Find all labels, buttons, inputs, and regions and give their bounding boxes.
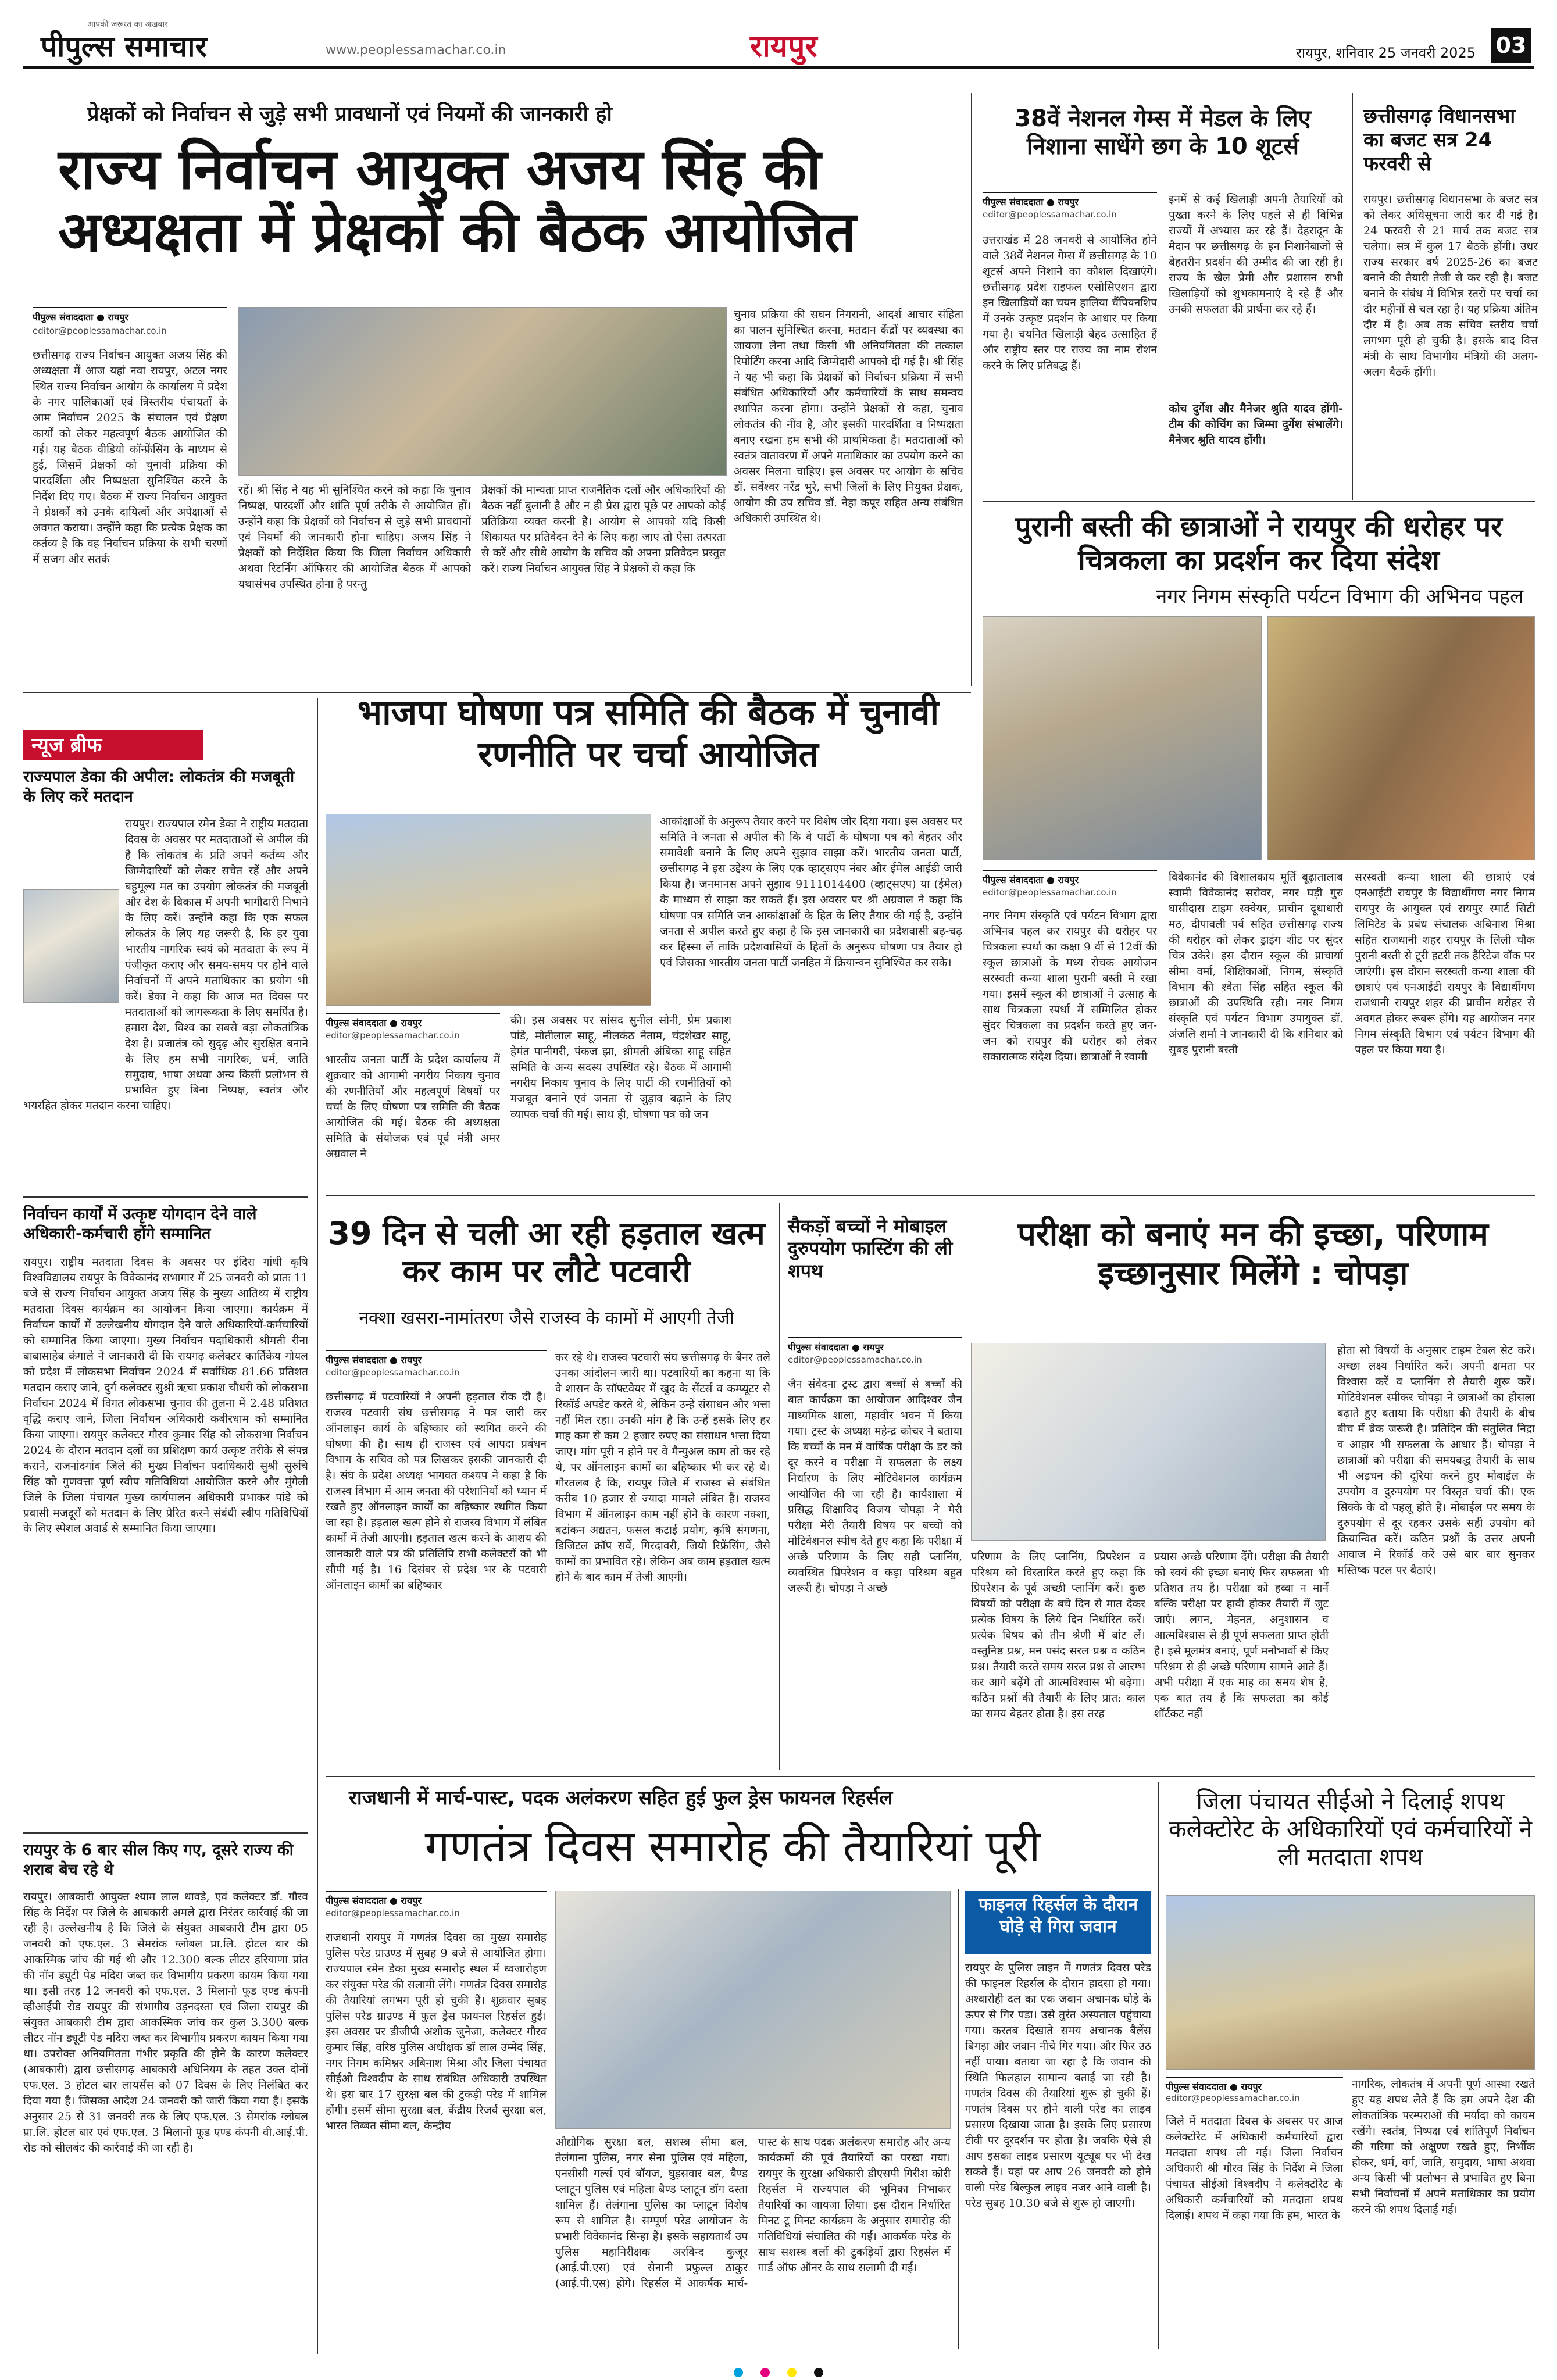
tagline: आपकी जरूरत का अखबार <box>87 20 168 29</box>
section-rule <box>23 1832 308 1834</box>
section-rule <box>326 1195 1535 1196</box>
news-brief-label: न्यूज ब्रीफ <box>23 730 203 760</box>
brief-item2-body: रायपुर। राष्ट्रीय मतदाता दिवस के अवसर पर इंदिरा गांधी कृषि विश्वविद्यालय रायपुर के विवेकानंद सभागार में 25 जनवरी को प्रातः 11 बजे से राज्य निर्वाचन आयुक्त अजय सिंह के मुख्य आतिथ्य में राष्ट्रीय मतदाता दिवस कार्यक्रम का आयोजन किया जाएगा। कार्यक्रम में निर्वाचन कार्यों में उल्लेखनीय योगदान देने वाले अधिकारियों-कर्मचारियों को सम्मानित किया जाएगा। मुख्य निर्वाचन पदाधिकारी श्रीमती रीना बाबासाहेब कंगाले ने जानकारी दी कि रायगढ़ कलेक्टर कार्तिकेय गोयल को प्रदेश में लोकसभा निर्वाचन 2024 में सर्वाधिक 81.66 प्रतिशत मतदान कराए जाने, दुर्ग कलेक्टर सुश्री ऋचा प्रकाश चौधरी को लोकसभा निर्वाचन 2024 में विगत लोकसभा चुनाव की तुलना में 2.48 प्रतिशत वृद्धि कराए जाने, जिला निर्वाचन अधिकारी कबीरधाम को सम्मानित किया जाएगा। रायपुर कलेक्टर गौरव कुमार सिंह को लोकसभा निर्वाचन 2024 के दौरान मतदान दलों का प्रशिक्षण कार्य उत्कृष्ट तरीके से संपन्न कराने, राजनांदगांव जिले की मुख्य निर्वाचन पदाधिकारी सुश्री सुरुचि सिंह को गुणवत्ता पूर्ण स्वीप गतिविधियां आयोजित करने और मुंगेली जिले के जिला पंचायत मुख्य कार्यपालन अधिकारी प्रभाकर पांडे को प्रवासी मजदूरों को मतदान के लिए प्रेरित करने संबंधी स्वीप गतिविधियों के लिए स्पेशल अवार्ड से सम्मानित किया जाएगा। <box>23 1256 308 1535</box>
column-rule <box>317 698 318 2354</box>
panchayat-col1: जिले में मतदाता दिवस के अवसर पर आज कलेक्टोरेट में अधिकारी कर्मचारियों द्वारा मतदाता शपथ ली गई। जिला निर्वाचन अधिकारी श्री गौरव सिंह के निर्देश में जिला पंचायत सीईओ विश्वदीप ने कलेक्टोरेट के अधिकारी कर्मचारियों को मतदाता शपथ दिलाई। शपथ में कहा गया कि हम, भारत के <box>1166 2115 1343 2222</box>
panchayat-headline: जिला पंचायत सीईओ ने दिलाई शपथ कलेक्टोरेट के अधिकारियों एवं कर्मचारियों ने ली मतदाता शपथ <box>1168 1788 1533 1871</box>
basti-col2: विवेकानंद की विशालकाय मूर्ति बूढ़ातालाब स्वामी विवेकानंद सरोवर, नगर घड़ी गुरु घासीदास टाइम स्क्वेयर, प्राचीन दूधाधारी मठ, दीपावली पर्व सहित छत्तीसगढ़ राज्य की धरोहर को लेकर ड्राइंग शीट पर सुंदर चित्र उकेरे। इस दौरान स्कूल की प्राचार्या सीमा वर्मा, शिक्षिकाओं, निगम, संस्कृति विभाग की श्वेता सिंह सहित स्कूल की छात्राओं की उपस्थिति रही। नगर निगम संस्कृति एवं पर्यटन विभाग उपायुक्त डॉ. अंजलि शर्मा ने जानकारी दी कि शनिवार को सुबह पुरानी बस्ती <box>1169 871 1343 1056</box>
exam-photo <box>971 1343 1326 1541</box>
lead-kicker: प्रेक्षकों को निर्वाचन से जुड़े सभी प्रावधानों एवं नियमों की जानकारी हो <box>87 102 612 126</box>
city-edition: रायपुर <box>750 29 817 64</box>
horse-headline: फाइनल रिहर्सल के दौरान घोड़े से गिरा जवान <box>965 1891 1151 1954</box>
lead-col2: रहें। श्री सिंह ने यह भी सुनिश्चित करने को कहा कि चुनाव निष्पक्ष, पारदर्शी और शांति पूर्ण तरीके से आयोजित हों। उन्होंने कहा कि प्रेक्षकों को निर्वाचन से जुड़े सभी प्रावधानों एवं नियमों की जानकारी होना चाहिए। अजय सिंह ने प्रेक्षकों को निर्देशित किया कि जिला निर्वाचन अधिकारी अथवा रिटर्निंग ऑफिसर की आयोजित बैठक में आपको यथासंभव उपस्थित होना है परन्तु <box>238 484 471 591</box>
basti-photo-2 <box>1267 616 1535 860</box>
lead-byline: पीपुल्स संवाददाता ● रायपुर <box>33 307 227 323</box>
panchayat-email: editor@peoplessamachar.co.in <box>1166 2093 1300 2103</box>
republic-col1: राजधानी रायपुर में गणतंत्र दिवस का मुख्य समारोह पुलिस परेड ग्राउण्ड में सुबह 9 बजे से आयोजित होगा। राज्यपाल रमेन डेका मुख्य समारोह स्थल में ध्वजारोहण कर संयुक्त परेड की सलामी लेंगे। गणतंत्र दिवस समारोह की तैयारियां लगभग पूरी हो चुकी हैं। शुक्रवार सुबह पुलिस परेड ग्राउण्ड में फुल ड्रेस फायनल रिहर्सल हुई। इस अवसर पर डीजीपी अशोक जुनेजा, कलेक्टर गौरव कुमार सिंह, वरिष्ठ पुलिस अधीक्षक डॉ लाल उम्मेद सिंह, नगर निगम कमिश्नर अबिनाश मिश्रा और जिला पंचायत सीईओ विश्वदीप के साथ संबंधित अधिकारी उपस्थित थे। इस बार 17 सुरक्षा बल की टुकड़ी परेड में शामिल होंगी। इसमें सीमा सुरक्षा बल, केंद्रीय रिजर्व सुरक्षा बल, भारत तिब्बत सीमा बल, केन्द्रीय <box>326 1931 547 2132</box>
column-rule <box>1158 1782 1159 2349</box>
games-email: editor@peoplessamachar.co.in <box>983 209 1117 220</box>
basti-subhead: नगर निगम संस्कृति पर्यटन विभाग की अभिनव पहल <box>1156 585 1523 608</box>
patwari-col1: छत्तीसगढ़ में पटवारियों ने अपनी हड़ताल रोक दी है। राजस्व पटवारी संघ छत्तीसगढ़ ने पत्र जारी कर ऑनलाइन कार्य के बहिष्कार को स्थगित करने की घोषणा की है। साथ ही राजस्व एवं आपदा प्रबंधन विभाग के सचिव को पत्र लिखकर इसकी जानकारी दी है। संघ के प्रदेश अध्यक्ष भागवत कश्यप ने कहा है कि राजस्व विभाग में आम जनता की परेशानियों को ध्यान में रखते हुए ऑनलाइन कार्यों का बहिष्कार स्थगित किया जा रहा है। हड़ताल खत्म होने से राजस्व विभाग में लंबित कामों में तेजी आएगी। हड़ताल खत्म करने के आशय की जानकारी वाले पत्र की प्रतिलिपि सभी कलेक्टरों को भी सौंपी गई है। 16 दिसंबर से प्रदेश भर के पटवारी ऑनलाइन कामों का बहिष्कार <box>326 1391 547 1592</box>
basti-byline: पीपुल्स संवाददाता ● रायपुर <box>983 870 1157 886</box>
brief-item1-text: रायपुर। राज्यपाल रमेन डेका ने राष्ट्रीय मतदाता दिवस के अवसर पर मतदाताओं से अपील की है कि लोकतंत्र के प्रति अपने कर्तव्य और जिम्मेदारियों को लेकर सचेत रहें और अपने बहुमूल्य मत का उपयोग लोकतंत्र की मजबूती और देश के विकास में अपनी भागीदारी निभाने के लिए करें। उन्होंने कहा कि एक सफल लोकतंत्र के लिए यह जरूरी है, कि हर युवा भारतीय नागरिक स्वयं को मतदाता के रूप में पंजीकृत कराए और समय-समय पर होने वाले निर्वाचनों में अपने मताधिकार का प्रयोग भी करें। डेका ने कहा कि आज मत दिवस पर मतदाताओं को जागरूकता के लिए समर्पित है। हमारा देश, विश्व का सबसे बड़ा लोकतांत्रिक देश है। प्रजातंत्र को सुदृढ़ और सुरक्षित बनाने के लिए हम सभी नागरिक, धर्म, जाति समुदाय, भाषा अथवा अन्य किसी प्रलोभन से प्रभावित हुए बिना निष्पक्ष, स्वतंत्र और भयरहित होकर मतदान करना चाहिए। <box>23 817 308 1113</box>
republic-byline: पीपुल्स संवाददाता ● रायपुर <box>326 1891 547 1907</box>
brief-item3-body: रायपुर। आबकारी आयुक्त श्याम लाल धावड़े, एवं कलेक्टर डॉ. गौरव सिंह के निर्देश पर जिले के आबकारी अमले द्वारा निरंतर कार्रवाई की जा रही है। उल्लेखनीय है कि जिले के संयुक्त आबकारी टीम द्वारा 05 जनवरी को एफ.एल. 3 सेमरांक ग्लोबल प्रा.लि. होटल बार की आकस्मिक जांच की गई थी और 12.300 बल्क लीटर हरियाणा प्रांत की नॉन ड्यूटी पेड मदिरा जब्त कर विभागीय प्रकरण कायम किया गया था। इसी तरह 12 जनवरी को एफ.एल. 3 मिलानो फूड एण्ड कंपनी व्हीआईपी रोड रायपुर की संभागीय उड़नदस्ता एवं जिला रायपुर की संयुक्त आबकारी टीम द्वारा आकस्मिक जांच कर कुल 3.300 बल्क लीटर नॉन ड्यूटी पेड मदिरा जब्त कर विभागीय प्रकरण कायम किया गया था। उपरोक्त अनियमितता गंभीर प्रकृति की होने के कारण कलेक्टर (आबकारी) द्वारा छत्तीसगढ़ आबकारी अधिनियम के तहत उक्त दोनों एफ.एल. 3 होटल बार लायसेंस को 07 दिवस के लिए निलंबित कर दिया गया है। जिसका आदेश 24 जनवरी को जारी किया गया है। इसके अनुसार 25 से 31 जनवरी तक के लिए एफ.एल. 3 सेमरांक ग्लोबल प्रा.लि. होटल बार एवं एफ.एल. 3 मिलानो फूड एण्ड कंपनी वी.आई.पी. रोड को सीलबंद की कार्रवाई की जा रही है। <box>23 1891 308 2154</box>
republic-email: editor@peoplessamachar.co.in <box>326 1908 460 1918</box>
republic-col2: औद्योगिक सुरक्षा बल, सशस्त्र सीमा बल, तेलंगाना पुलिस, नगर सेना पुलिस एवं महिला, एनसीसी गर्ल्स एवं बॉयज, घुड़सवार बल, बैण्ड प्लाटून पुलिस एवं महिला बैण्ड प्लाटून डॉग दस्ता शामिल हैं। तेलंगाना पुलिस का प्लाटून विशेष रूप से शामिल है। सम्पूर्ण परेड आयोजन के प्रभारी विवेकानंद सिन्हा हैं। इसके सहायतार्थ उप पुलिस महानिरीक्षक अरविन्द कुजूर (आई.पी.एस) एवं सेनानी प्रफुल्ल ठाकुर (आई.पी.एस) होंगे। रिहर्सल में आकर्षक मार्च-पास्ट के साथ पदक अलंकरण समारोह और अन्य कार्यक्रमों की पूर्व तैयारियों का परखा गया। रायपुर के सुरक्षा अधिकारी डीएसपी गिरीश कोरी रिहर्सल में राज्यपाल की भूमिका निभाकर तैयारियों का जायजा लिया। इस दौरान निर्धारित मिनट टू मिनट कार्यक्रम के अनुसार समारोह की गतिविधियां संचालित की गईं। आकर्षक परेड के साथ सशस्त्र बलों की टुकड़ियों द्वारा रिहर्सल में गार्ड ऑफ ऑनर के साथ सलामी दी गई। <box>555 2136 951 2290</box>
games-col1: उत्तराखंड में 28 जनवरी से आयोजित होने वाले 38वें नेशनल गेम्स में छत्तीसगढ़ के 10 शूटर्स अपने निशाने का कौशल दिखाएंगे। छत्तीसगढ़ प्रदेश राइफल एसोसिएशन द्वारा इन खिलाड़ियों का चयन हालिया चैंपियनशिप में उनके उत्कृष्ट प्रदर्शन के आधार पर किया गया है। चयनित खिलाड़ी बेहद उत्साहित हैं और राष्ट्रीय स्तर पर राज्य का नाम रोशन करने के लिए प्रतिबद्ध हैं। <box>983 234 1157 372</box>
dateline: रायपुर, शनिवार 25 जनवरी 2025 <box>1296 45 1476 61</box>
page-number: 03 <box>1491 28 1531 63</box>
bjp-email: editor@peoplessamachar.co.in <box>326 1030 460 1041</box>
column-rule <box>779 1203 780 1770</box>
panchayat-byline: पीपुल्स संवाददाता ● रायपुर <box>1166 2077 1343 2093</box>
yellow-dot <box>787 2368 797 2377</box>
lead-photo <box>238 307 727 476</box>
section-rule <box>23 1196 308 1198</box>
basti-photo-1 <box>983 616 1262 860</box>
lead-col3: प्रेक्षकों की मान्यता प्राप्त राजनैतिक दलों और अधिकारियों की बैठक नहीं बुलानी है और न ही प्रेस द्वारा पूछे पर आपको कोई प्रतिक्रिया व्यक्त करनी है। आयोग से आपको यदि किसी शिकायत पर प्रतिवेदन देने के लिए कहा जाए तो ऐसा तत्परता से करें और सीधे आयोग के सचिव को अपना प्रतिवेदन प्रस्तुत करें। राज्य निर्वाचन आयुक्त सिंह ने प्रेक्षकों से कहा कि <box>481 484 726 575</box>
mobile-email: editor@peoplessamachar.co.in <box>788 1355 922 1365</box>
games-col2: इनमें से कई खिलाड़ी अपनी तैयारियों को पुख्ता करने के लिए पहले से ही विभिन्न राज्यों में अभ्यास कर रहे हैं। देहरादून के मैदान पर छत्तीसगढ़ के इन निशानेबाजों से बेहतरीन प्रदर्शन की उम्मीद की जा रही है। राज्य के खेल प्रेमी और प्रशासन सभी खिलाड़ियों को शुभकामनाएं दे रहे हैं और उनकी सफलता की प्रार्थना कर रहे हैं। <box>1169 193 1343 316</box>
lead-col4: चुनाव प्रक्रिया की सघन निगरानी, आदर्श आचार संहिता का पालन सुनिश्चित करना, मतदान केंद्रों पर व्यवस्था का जायजा लेना तथा किसी भी अनियमितता की तत्काल रिपोर्टिंग करना आदि जिम्मेदारी आपको दी गई है। श्री सिंह ने यह भी कहा कि प्रेक्षकों को निर्वाचन प्रक्रिया में सभी संबंधित अधिकारियों और कर्मचारियों के साथ समन्वय स्थापित करना होगा। उन्होंने प्रेक्षकों से कहा, चुनाव लोकतंत्र की नींव है, और इसकी पारदर्शिता व निष्पक्षता बनाए रखना हम सभी की प्राथमिकता है। मतदाताओं को स्वतंत्र वातावरण में अपने मताधिकार का उपयोग करने का अवसर मिलना चाहिए। इस अवसर पर आयोग के सचिव डॉ. सर्वेश्वर नरेंद्र भुरे, सभी जिलों के लिए नियुक्त प्रेक्षक, आयोग की उप सचिव डॉ. नेहा कपूर सहित अन्य संबंधित अधिकारी उपस्थित थे। <box>734 308 963 525</box>
panchayat-photo <box>1166 1895 1535 2070</box>
basti-headline: पुरानी बस्ती की छात्राओं ने रायपुर की धरोहर पर चित्रकला का प्रदर्शन कर दिया संदेश <box>1015 510 1502 577</box>
brief-item3-title: रायपुर के 6 बार सील किए गए, दूसरे राज्य की शराब बेच रहे थे <box>23 1841 294 1879</box>
cyan-dot <box>734 2368 743 2377</box>
bjp-byline: पीपुल्स संवाददाता ● रायपुर <box>326 1013 500 1029</box>
lead-email: editor@peoplessamachar.co.in <box>33 326 167 336</box>
basti-col1: नगर निगम संस्कृति एवं पर्यटन विभाग द्वारा अभिनव पहल कर रायपुर की धरोहर पर चित्रकला स्पर्धा का कक्षा 9 वीं से 12वीं की स्कूल छात्राओं के मध्य रोचक आयोजन सरस्वती कन्या शाला पुरानी बस्ती में रखा गया। इसमें स्कूल की छात्राओं ने उत्साह के साथ चित्रकला स्पर्धा में सम्मिलित होकर सुंदर चित्रकला का प्रदर्शन करते हुए जन-जन को रायपुर की धरोहर को लेकर सकारात्मक संदेश दिया। छात्राओं ने स्वामी <box>983 909 1157 1063</box>
column-rule <box>958 1889 959 2349</box>
website-link[interactable]: www.peoplessamachar.co.in <box>326 43 506 58</box>
bjp-headline: भाजपा घोषणा पत्र समिति की बैठक में चुनावी रणनीति पर चर्चा आयोजित <box>357 692 940 775</box>
panchayat-col2: नागरिक, लोकतंत्र में अपनी पूर्ण आस्था रखते हुए यह शपथ लेते हैं कि हम अपने देश की लोकतांत्रिक परम्पराओं की मर्यादा को कायम रखेंगे। स्वतंत्र, निष्पक्ष एवं शांतिपूर्ण निर्वाचन की गरिमा को अक्षुण्ण रखते हुए, निर्भीक होकर, धर्म, वर्ग, जाति, समुदाय, भाषा अथवा अन्य किसी भी प्रलोभन से प्रभावित हुए बिना सभी निर्वाचनों में अपने मताधिकार का प्रयोग करने की शपथ दिलाई गई। <box>1352 2078 1535 2216</box>
magenta-dot <box>760 2368 770 2377</box>
patwari-col2: कर रहे थे। राजस्व पटवारी संघ छत्तीसगढ़ के बैनर तले उनका आंदोलन जारी था। पटवारियों का कहना था कि वे शासन के सॉफ्टवेयर में खुद के सेंटर्स व कम्प्यूटर से रिकॉर्ड अपडेट करते थे, लेकिन उन्हें संसाधन और भत्ता नहीं मिल रहा। उनकी मांग है कि उन्हें इसके लिए हर माह कम से कम 2 हजार रुपए का संसाधन भत्ता दिया जाए। मांग पूरी न होने पर वे मैन्युअल काम तो कर रहे थे, पर ऑनलाइन कामों का बहिष्कार भी कर रहे थे। गौरतलब है कि, रायपुर जिले में राजस्व से संबंधित करीब 10 हजार से ज्यादा मामले लंबित हैं। राजस्व विभाग में ऑनलाइन काम नहीं होने के कारण नक्शा, बटांकन अद्यतन, फसल कटाई प्रयोग, कृषि संगणना, डिजिटल क्रॉप सर्वे, गिरदावरी, जियो रिफ्रेंसिंग, जैसे कामों का प्रभावित रहे। लेकिन अब काम हड़ताल खत्म होने के बाद काम में तेजी आएगी। <box>555 1351 770 1584</box>
section-rule <box>983 501 1535 502</box>
brief-item1-title: राज्यपाल डेका की अपील: लोकतंत्र की मजबूती के लिए करें मतदान <box>23 768 295 806</box>
horse-body: रायपुर के पुलिस लाइन में गणतंत्र दिवस परेड की फाइनल रिहर्सल के दौरान हादसा हो गया। अश्वारोही दल का एक जवान अचानक घोड़े के ऊपर से गिर पड़ा। उसे तुरंत अस्पताल पहुंचाया गया। करतब दिखाते समय अचानक बैलेंस बिगड़ा और जवान नीचे गिर गया। और फिर उठ नहीं पाया। बताया जा रहा है कि जवान की स्थिति फिलहाल सामान्य बताई जा रही है। गणतंत्र दिवस की तैयारियां शुरू हो चुकी हैं। गणतंत्र दिवस पर होने वाली परेड का लाइव प्रसारण दिखाया जाता है। इसके लिए प्रसारण टीवी पर दूरदर्शन पर होता है। जबकि ऐसे ही आप इसका लाइव प्रसारण यूट्यूब पर भी देख सकते हैं। यहां पर आप 26 जनवरी को होने वाली परेड बिल्कुल लाइव नजर आने वाली है। परेड सुबह 10.30 बजे से शुरू हो जाएगी। <box>965 1961 1151 2210</box>
print-registration-marks <box>0 2365 1557 2380</box>
paper-logo <box>41 26 207 65</box>
basti-email: editor@peoplessamachar.co.in <box>983 887 1117 898</box>
exam-headline: परीक्षा को बनाएं मन की इच्छा, परिणाम इच्छानुसार मिलेंगे : चोपड़ा <box>1017 1216 1488 1293</box>
exam-col1: परिणाम के लिए प्लानिंग, प्रिपरेशन व परिश्रम को विस्तारित करते हुए कहा कि प्रिपरेशन के पूर्व अच्छी प्लानिंग करें। कुछ विषयों को परीक्षा के बचे दिन से मात देकर प्रत्येक विषय के लिये दिन निर्धारित करें। प्रत्येक विषय को तीन श्रेणी में बांट लें। वस्तुनिष्ठ प्रश्न, मन पसंद सरल प्रश्न व कठिन प्रश्न। तैयारी करते समय सरल प्रश्न से आरम्भ कर आगे बढ़ेंगे तो आत्मविश्वास भी बढ़ेगा। कठिन प्रश्नों की तैयारी के लिए प्रात: काल का समय बेहतर होता है। इस तरह <box>971 1550 1145 1720</box>
brief-item2-title: निर्वाचन कार्यों में उत्कृष्ट योगदान देने वाले अधिकारी-कर्मचारी होंगे सम्मानित <box>23 1205 257 1243</box>
basti-col3: सरस्वती कन्या शाला की छात्राएं एवं एनआईटी रायपुर के विद्यार्थीगण नगर निगम रायपुर के आयुक्त एवं रायपुर स्मार्ट सिटी लिमिटेड के प्रबंध संचालक अबिनाश मिश्रा सहित राजधानी शहर रायपुर के लिली चौक पुरानी बस्ती से टूरी हटरी तक हैरिटेज वॉक पर जाएंगी। इस दौरान सरस्वती कन्या शाला की छात्राएं एवं एनआईटी रायपुर के विद्यार्थीगण राजधानी रायपुर शहर की प्राचीन धरोहर से अवगत होकर रूबरू होंगे। यह आयोजन नगर निगम संस्कृति विभाग एवं पर्यटन विभाग की पहल पर किया गया है। <box>1355 871 1535 1056</box>
lead-col1: छत्तीसगढ़ राज्य निर्वाचन आयुक्त अजय सिंह की अध्यक्षता में आज यहां नवा रायपुर, अटल नगर स्थित राज्य निर्वाचन आयोग के कार्यालय में प्रदेश के नगर पालिकाओं एवं त्रिस्तरीय पंचायतों के आम निर्वाचन 2025 के संचालन एवं प्रेक्षण कार्यों को लेकर महत्वपूर्ण बैठक आयोजित की गई। यह बैठक वीडियो कॉन्फ्रेंसिंग के माध्यम से हुई, जिसमें प्रेक्षकों को चुनावी प्रक्रिया की पारदर्शिता और निष्पक्षता सुनिश्चित करने के निर्देश दिए गए। बैठक में राज्य निर्वाचन आयुक्त ने प्रेक्षकों को उनके दायित्वों और अपेक्षाओं से अवगत कराया। उन्होंने कहा कि प्रत्येक प्रेक्षक का कर्तव्य है कि वह निर्वाचन प्रक्रिया के सभी चरणों में सजग और सतर्क <box>33 349 227 566</box>
bjp-col1: भारतीय जनता पार्टी के प्रदेश कार्यालय में शुक्रवार को आगामी नगरीय निकाय चुनाव की रणनीतियों और महत्वपूर्ण विषयों पर चर्चा के लिए घोषणा पत्र समिति की बैठक आयोजित की गई। बैठक की अध्यक्षता समिति के संयोजक एवं पूर्व मंत्री अमर अग्रवाल ने <box>326 1053 500 1160</box>
mobile-byline: पीपुल्स संवाददाता ● रायपुर <box>788 1337 962 1353</box>
mobile-body: जैन संवेदना ट्रस्ट द्वारा बच्चों से बच्चों की बात कार्यक्रम का आयोजन आदिश्वर जैन माध्यमिक शाला, महावीर भवन में किया गया। ट्रस्ट के अध्यक्ष महेन्द्र कोचर ने बताया कि बच्चों के मन में वार्षिक परीक्षा के डर को दूर करने व परीक्षा में सफलता के लक्ष्य निर्धारण के लिए मोटिवेशनल कार्यक्रम आयोजित की जा रही है। कार्यशाला में प्रसिद्ध शिक्षाविद विजय चोपड़ा ने मेरी परीक्षा मेरी तैयारी विषय पर बच्चों को मोटिवेशनल स्पीच देते हुए कहा कि परीक्षा में अच्छे परिणाम के लिए सही प्लानिंग, व्यवस्थित प्रिपरेशन व कड़ा परिश्रम बहुत जरूरी है। चोपड़ा ने अच्छे <box>788 1378 962 1595</box>
exam-col3: होता सो विषयों के अनुसार टाइम टेबल सेट करें। अच्छा लक्ष्य निर्धारित करें। अपनी क्षमता पर विश्वास करें व प्लानिंग से तैयारी शुरू करें। मोटिवेशनल स्पीकर चोपड़ा ने छात्राओं का हौसला बढ़ाते हुए बताया कि परीक्षा की तैयारी के बीच बीच में ब्रेक जरूरी है। प्रतिदिन की संतुलित निद्रा व आहार भी सफलता के आधार हैं। चोपड़ा ने छात्राओं को परीक्षा की समयबद्ध तैयारी के साथ भी अड़चन की दूरियां करने हुए मोबाईल के उपयोग व दुरुपयोग पर विस्तृत चर्चा की। एक सिक्के के दो पहलू होते हैं। मोबाईल पर समय के दुरुपयोग से दूर रहकर उसके सही उपयोग को क्रियान्वित करें। कठिन प्रश्नों के उत्तर अपनी आवाज में रिकॉर्ड करें उसे बार बार सुनकर मस्तिष्क पटल पर बैठाएं। <box>1337 1344 1535 1577</box>
black-dot <box>814 2368 823 2377</box>
bjp-photo <box>326 814 651 1006</box>
mobile-headline: सैकड़ों बच्चों ने मोबाइल दुरुपयोग फास्टिंग की ली शपथ <box>788 1215 953 1282</box>
exam-col2: प्रयास अच्छे परिणाम देंगे। परीक्षा की तैयारी को स्वयं की इच्छा बनाएं फिर सफलता भी प्रतिशत तय है। परीक्षा को हव्वा न मानें बल्कि परीक्षा पर हावी होकर तैयारी में जुट जाएं। लगन, मेहनत, अनुशासन व आत्मविश्वास से ही पूर्ण सफलता प्राप्त होती है। इसे मूलमंत्र बनाएं, पूर्ण मनोभावों से किए परिश्रम से ही अच्छे परिणाम सामने आते हैं। अभी परीक्षा में एक माह का समय शेष है, एक बात तय है कि सफलता का कोई शॉर्टकट नहीं <box>1154 1550 1329 1720</box>
patwari-subhead: नक्शा खसरा-नामांतरण जैसे राजस्व के कामों में आएगी तेजी <box>359 1308 734 1328</box>
paper-name: पीपुल्स समाचार <box>41 30 207 63</box>
patwari-byline: पीपुल्स संवाददाता ● रायपुर <box>326 1350 547 1366</box>
column-rule <box>971 93 972 686</box>
section-rule <box>326 1776 1535 1777</box>
vidhansabha-body: रायपुर। छत्तीसगढ़ विधानसभा के बजट सत्र को लेकर अधिसूचना जारी कर दी गई है। 24 फरवरी से 21 मार्च तक बजट सत्र चलेगा। सत्र में कुल 17 बैठकें होंगी। उधर राज्य सरकार वर्ष 2025-26 का बजट बनाने की तैयारी तेजी से कर रही है। बजट बनाने के संबंध में विभिन्न स्तरों पर चर्चा का दौर महीनों से चल रहा है। यह प्रक्रिया अंतिम दौर में है। अब तक सचिव स्तरीय चर्चा लगभग पूरी हो चुकी है। इसके बाद वित्त मंत्री के साथ विभागीय मंत्रियों की अलग-अलग बैठकें होंगी। <box>1363 193 1538 378</box>
bjp-col2: की। इस अवसर पर सांसद सुनील सोनी, प्रेम प्रकाश पांडे, मोतीलाल साहू, नीलकंठ नेताम, चंद्रशेखर साहू, हेमंत पानीगरी, पंकज झा, श्रीमती अंबिका साहू सहित समिति के अन्य सदस्य उपस्थित रहे। बैठक में आगामी नगरीय निकाय चुनाव के लिए पार्टी की रणनीतियों को मजबूत बनाने एवं जनता से जुड़ाव बढ़ाने के लिए व्यापक चर्चा की गई। साथ ही, घोषणा पत्र को जन <box>510 1014 731 1121</box>
vidhansabha-headline: छत्तीसगढ़ विधानसभा का बजट सत्र 24 फरवरी से <box>1363 105 1516 176</box>
lead-headline: राज्य निर्वाचन आयुक्त अजय सिंह की अध्यक्षता में प्रेक्षकों की बैठक आयोजित <box>58 137 856 265</box>
column-rule <box>1352 93 1353 500</box>
games-byline: पीपुल्स संवाददाता ● रायपुर <box>983 192 1157 208</box>
portrait-spacer <box>23 889 125 1087</box>
republic-photo <box>555 1891 951 2129</box>
republic-kicker: राजधानी में मार्च-पास्ट, पदक अलंकरण सहित हुई फुल ड्रेस फायनल रिहर्सल <box>349 1786 893 1810</box>
masthead <box>23 17 1534 69</box>
patwari-headline: 39 दिन से चली आ रही हड़ताल खत्म कर काम पर लौटे पटवारी <box>328 1215 765 1289</box>
games-coach: कोच दुर्गेश और मैनेजर श्रुति यादव होंगी-टीम की कोचिंग का जिम्मा दुर्गेश संभालेंगे। मैनेजर श्रुति यादव होंगी। <box>1169 402 1343 446</box>
bjp-col3: आकांक्षाओं के अनुरूप तैयार करने पर विशेष जोर दिया गया। इस अवसर पर समिति ने जनता से अपील की कि वे पार्टी के घोषणा पत्र को बेहतर और समावेशी बनाने के लिए अपने सुझाव साझा करें। भारतीय जनता पार्टी, छत्तीसगढ़ ने इस उद्देश्य के लिए एक व्हाट्सएप नंबर और ईमेल आईडी जारी किया है। जनमानस अपने सुझाव 9111014400 (व्हाट्सएप) या (ईमेल) के माध्यम से साझा कर सकते हैं। इस अवसर पर श्री अग्रवाल ने कहा कि घोषणा पत्र समिति जन आकांक्षाओं के हित के लिए तैयार की गई है, उन्होंने जनता से अपील करते हुए कहा है कि इस जानकारी का प्रदेशवासी बढ़-चढ़ कर हिस्सा लें ताकि प्रदेशवासियों के हितों के अनुरूप घोषणा पत्र तैयार हो एवं जिसका भारतीय जनता पार्टी जनहित में क्रियान्वन सुनिश्चित कर सके। <box>660 815 962 969</box>
games-headline: 38वें नेशनल गेम्स में मेडल के लिए निशाना साधेंगे छग के 10 शूटर्स <box>1015 105 1311 160</box>
patwari-email: editor@peoplessamachar.co.in <box>326 1367 460 1378</box>
brief-item1-body <box>23 816 308 1188</box>
republic-headline: गणतंत्र दिवस समारोह की तैयारियां पूरी <box>424 1820 1041 1872</box>
